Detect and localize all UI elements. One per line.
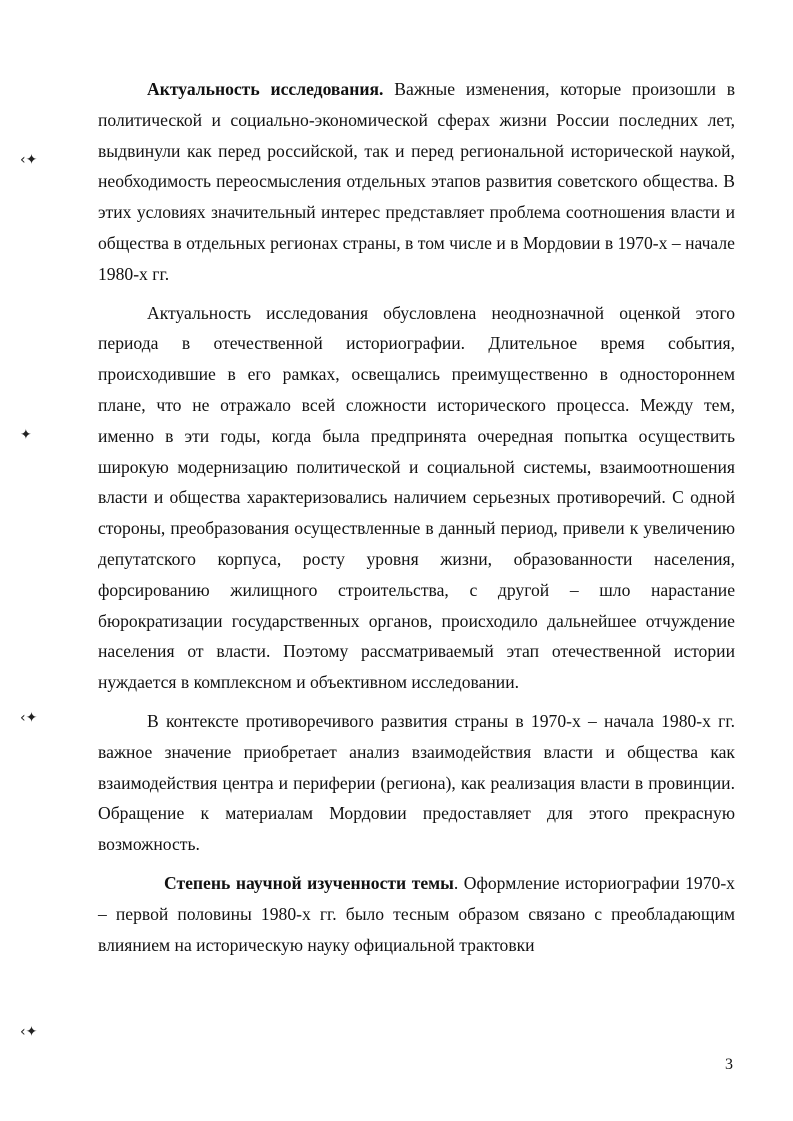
paragraph-text: Важные изменения, которые произошли в политической и социально-экономической сферах жизни России последних лет, выдвинули как перед российской, так и перед региональной исторической наукой, необходимость переосмысления отдельных этапов развития советского общества. В этих условиях значительный интерес представляет проблема соотношения власти и общества в отдельных регионах страны, в том числе и в Мордовии в 1970-х – начале 1980-х гг. bbox=[98, 79, 736, 284]
page-number: 3 bbox=[725, 1056, 733, 1073]
paragraph-lead: Актуальность исследования. bbox=[147, 79, 384, 99]
paragraph-text: Актуальность исследования обусловлена неоднозначной оценкой этого периода в отечественной историографии. Длительное время события, происходившие в его рамках, освещались преимущественно в одностороннем плане, что не отражало всей сложности исторического процесса. Между тем, именно в эти годы, когда была предпринята очередная попытка осуществить широкую модернизацию политической и социальной системы, взаимоотношения власти и общества характеризовались наличием серьезных противоречий. С одной стороны, преобразования осуществленные в данный период, привели к увеличению депутатского корпуса, росту уровня жизни, образованности населения, форсированию жилищного строительства, с другой – шло нарастание бюрократизации государственных органов, происходило дальнейшее отчуждение населения от власти. Поэтому рассматриваемый этап отечественной истории нуждается в комплексном и объективном исследовании. bbox=[98, 302, 735, 693]
paragraph-degree-of-study bbox=[98, 868, 735, 960]
document-body bbox=[98, 74, 735, 968]
margin-mark-icon: ‹✦ bbox=[20, 152, 38, 168]
margin-mark-icon: ‹✦ bbox=[20, 1024, 38, 1040]
margin-mark-icon: ‹✦ bbox=[20, 710, 38, 726]
paragraph-lead: Степень научной изученности темы bbox=[164, 872, 454, 893]
paragraph-context bbox=[98, 706, 735, 860]
margin-mark-icon: ✦ bbox=[20, 427, 32, 443]
paragraph-text: В контексте противоречивого развития страны в 1970-х – начала 1980-х гг. важное значение приобретает анализ взаимодействия власти и общества как взаимодействия центра и периферии (региона), как реализация власти в провинции. Обращение к материалам Мордовии предоставляет для этого прекрасную возможность. bbox=[98, 710, 735, 855]
paragraph-text: . Оформление историографии 1970-х – первой половины 1980-х гг. было тесным образом связано с преобладающим влиянием на историческую науку официальной трактовки bbox=[98, 872, 735, 955]
paragraph-relevance-reason bbox=[98, 298, 735, 698]
paragraph-relevance bbox=[98, 74, 735, 290]
